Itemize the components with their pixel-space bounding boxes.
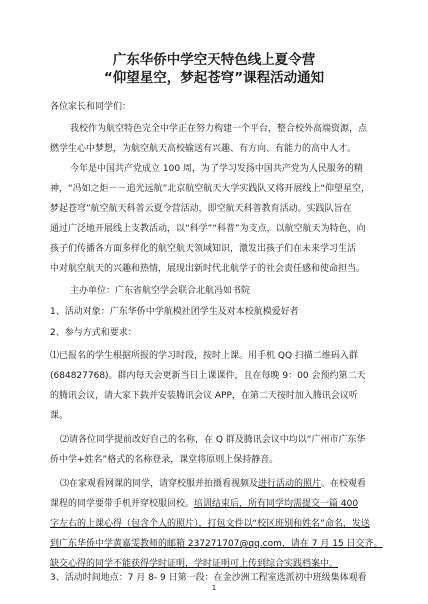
paragraph-2-line-3: 梦起苍穹”航空航天科普云夏令营活动，即空航天科普教育活动。实践队旨在 [50, 204, 352, 214]
item-3-submission-requirement: 培训结束后，所有同学均需提交一篇 400 [194, 499, 359, 509]
item-1-line-3: 的腾讯会议，请大家下载并安装腾讯会议 APP，在第二天按时加入腾讯会议听 [50, 391, 358, 401]
paragraph-2-line-5: 孩子们传播各方面多样化的航空航天领域知识，激发出孩子们在未来学习生活 [50, 244, 357, 254]
item-3-line-1-text: ⑶在家观看网课的同学，请穿校服并拍摄看视频及 [60, 479, 259, 489]
page-number: 1 [211, 584, 217, 592]
item-1-line-2: (684827768)。群内每天会更新当日上课课件，且在每晚 9：00 会预约第二天 [50, 371, 366, 381]
section-1-audience: 1、活动对象：广东华侨中学航模社团学生及对本校航模爱好者 [50, 307, 299, 317]
item-1-line-4: 课。 [50, 411, 69, 421]
paragraph-2-line-6: 中对航空航天的兴趣和热情，展现出新时代北航学子的社会责任感和使命担当。 [50, 264, 366, 274]
item-2-line-2: 侨中学+姓名”格式的名称登录，课堂将原则上保持静音。 [50, 455, 279, 465]
paragraph-1-line-1: 我校作为航空特色完全中学正在努力构建一个平台，整合校外高端资源，点 [70, 124, 368, 134]
document-title-line2: “仰望星空，梦起苍穹”课程活动通知 [103, 70, 325, 86]
organizer: 主办单位：广东省航空学会联合北航冯如书院 [70, 286, 251, 296]
document-title-line1: 广东华侨中学空天特色线上夏令营 [112, 52, 316, 68]
item-3-line-5: 缺交心得的同学不能获得学时证明，学时证明可上传到综合实践档案中。 [50, 559, 339, 569]
paragraph-2-line-4: 通过广泛地开展线上支教活动，以“科学”“科普”为支点，以航空航天为特色，向 [50, 224, 366, 234]
item-3-line-2-text: 课程的同学要带手机并穿校服回校。 [50, 499, 195, 509]
item-3-line-2 [50, 498, 358, 510]
item-3-line-3: 字左右的上课心得（包含个人的照片），打包文件以“校区班别和姓名”命名，发送 [50, 519, 370, 529]
item-2-line-1: ⑵请各位同学提前改好自己的名称，在 Q 群及腾讯会议中均以“广州市广东华 [60, 435, 366, 445]
paragraph-2-line-1: 今年是中国共产党成立 100 周，为了学习发扬中国共产党为人民服务的精 [70, 164, 363, 174]
item-3-line-1 [60, 478, 366, 490]
paragraph-1-line-2: 燃学生心中梦想，为航空航天高校输送有兴趣、有方向、有能力的高中人才。 [50, 144, 357, 154]
section-3-time-location: 3、活动时间地点：7 月 8- 9 日第一段：在金沙洲工程室选派初中班级集体观看 [50, 573, 367, 583]
item-3-line-1-end: 。在校观看 [321, 479, 367, 489]
greeting: 各位家长和同学们： [50, 102, 132, 112]
paragraph-2-line-2: 神，“冯如之炬－－追光远航”北京航空航天大学实践队又将开展线上“仰望星空， [50, 184, 370, 194]
item-3-line-4-email: 到广东华侨中学黄嘉雯教师的邮箱 237271707@qq.com，请在 7 月 15 日交齐。 [50, 539, 383, 549]
item-1-line-1: ⑴已报名的学生根据所报的学习时段，按时上课。用手机 QQ 扫描二维码入群 [50, 351, 358, 361]
section-2-heading: 2、参与方式和要求： [50, 328, 137, 338]
item-3-photo-requirement: 进行活动的照片 [258, 479, 322, 489]
